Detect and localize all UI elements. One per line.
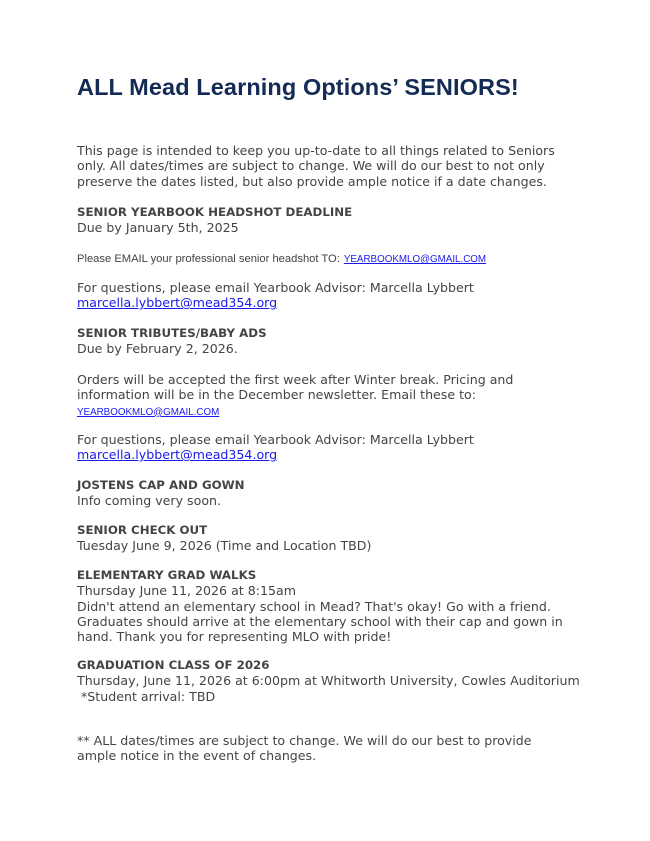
advisor-email-link[interactable]: marcella.lybbert@mead354.org: [77, 295, 278, 311]
orders-line: information will be in the December newsletter. Email these to:: [77, 387, 476, 403]
questions-text: For questions, please email Yearbook Advisor: Marcella Lybbert: [77, 432, 474, 447]
graduation-line: *Student arrival: TBD: [77, 688, 216, 704]
graduation-line: Thursday, June 11, 2026 at 6:00pm at Whitworth University, Cowles Auditorium: [77, 673, 580, 689]
grad-walks-section: [77, 568, 563, 644]
headshot-email-line: [77, 250, 486, 267]
cap-gown-info: Info coming very soon.: [77, 493, 222, 509]
headshot-due: Due by January 5th, 2025: [77, 220, 239, 236]
headshot-questions: [77, 280, 474, 311]
grad-walks-line: Thursday June 11, 2026 at 8:15am: [77, 583, 297, 599]
tributes-orders: [77, 372, 513, 420]
footer-note: [77, 733, 532, 764]
yearbook-email-link[interactable]: YEARBOOKMLO@GMAIL.COM: [343, 254, 487, 265]
intro-line: only. All dates/times are subject to change. We will do our best to not only: [77, 158, 545, 174]
questions-text: For questions, please email Yearbook Advisor: Marcella Lybbert: [77, 280, 474, 295]
headshot-section: [77, 205, 352, 236]
cap-gown-heading: JOSTENS CAP AND GOWN: [77, 478, 245, 492]
tributes-heading: SENIOR TRIBUTES/BABY ADS: [77, 326, 267, 340]
graduation-heading: GRADUATION CLASS OF 2026: [77, 658, 270, 672]
checkout-section: [77, 523, 371, 554]
grad-walks-line: hand. Thank you for representing MLO with pride!: [77, 629, 392, 645]
intro-line: preserve the dates listed, but also provide ample notice if a date changes.: [77, 173, 547, 189]
yearbook-email-link[interactable]: YEARBOOKMLO@GMAIL.COM: [77, 406, 220, 418]
headshot-heading: SENIOR YEARBOOK HEADSHOT DEADLINE: [77, 205, 353, 219]
intro-paragraph: [77, 143, 555, 189]
grad-walks-heading: ELEMENTARY GRAD WALKS: [77, 568, 257, 582]
tributes-questions: [77, 432, 474, 463]
checkout-heading: SENIOR CHECK OUT: [77, 523, 208, 537]
intro-line: This page is intended to keep you up-to-date to all things related to Seniors: [77, 143, 555, 158]
checkout-info: Tuesday June 9, 2026 (Time and Location TBD): [77, 538, 372, 554]
grad-walks-line: Graduates should arrive at the elementary school with their cap and gown in: [77, 613, 563, 629]
footer-line: ample notice in the event of changes.: [77, 748, 317, 764]
tributes-section: [77, 326, 267, 357]
orders-line: Orders will be accepted the first week after Winter break. Pricing and: [77, 372, 514, 387]
advisor-email-link[interactable]: marcella.lybbert@mead354.org: [77, 447, 278, 463]
tributes-due: Due by February 2, 2026.: [77, 341, 238, 357]
grad-walks-line: Didn't attend an elementary school in Mead? That's okay! Go with a friend.: [77, 598, 551, 614]
headshot-email-text: Please EMAIL your professional senior headshot TO:: [77, 253, 340, 265]
graduation-section: [77, 658, 580, 704]
page-title: ALL Mead Learning Options’ SENIORS!: [77, 74, 519, 100]
footer-line: ** ALL dates/times are subject to change. We will do our best to provide: [77, 733, 532, 748]
cap-gown-section: [77, 478, 245, 509]
